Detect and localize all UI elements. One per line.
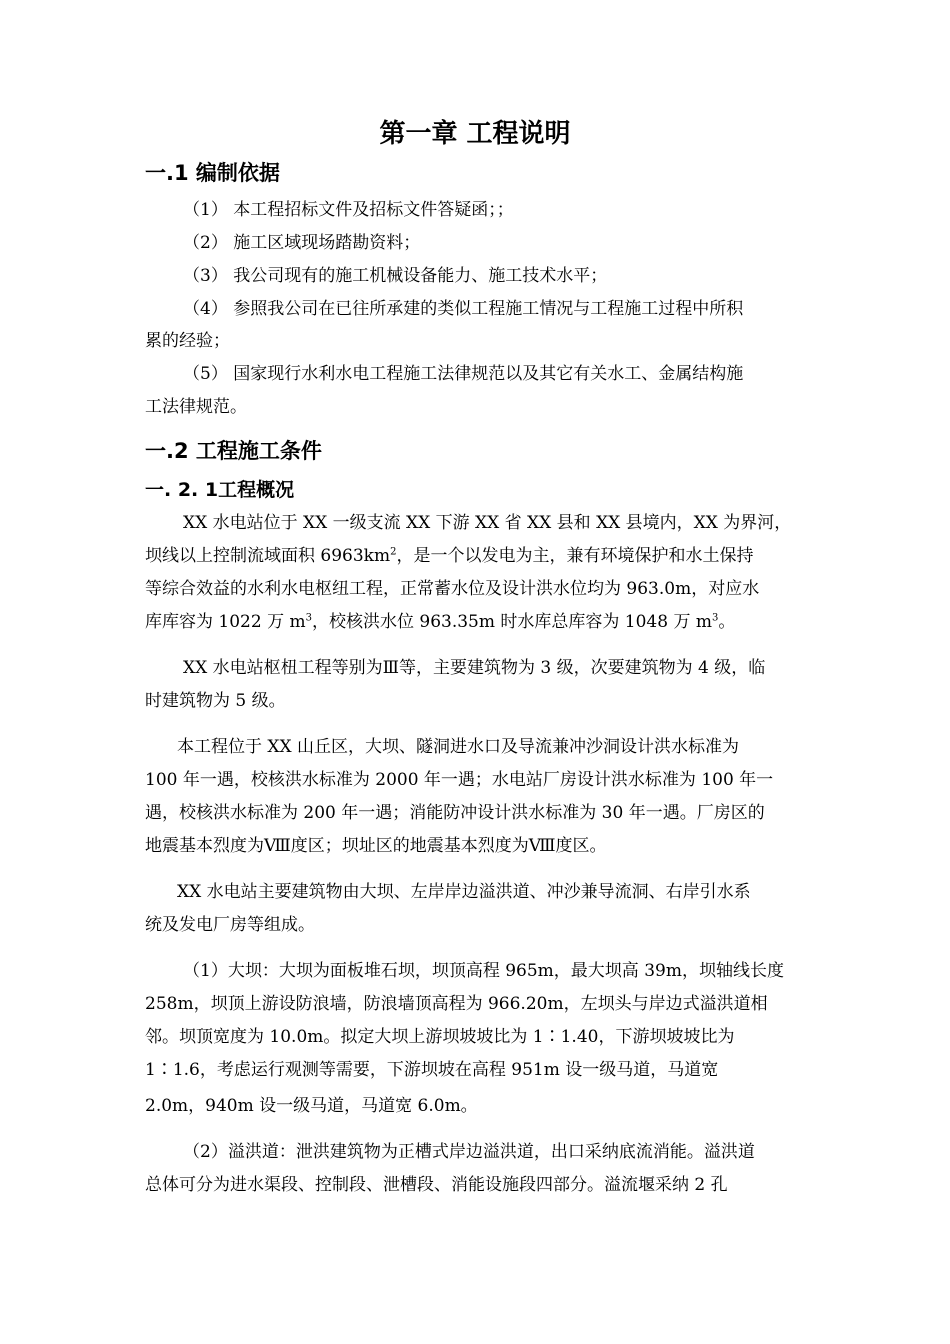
overview-para1-line1: XX 水电站位于 XX 一级支流 XX 下游 XX 省 XX 县和 XX 县境内，XX 为界河， xyxy=(183,513,792,533)
basis-item-4: （4） 参照我公司在已往所承建的类似工程施工情况与工程施工过程中所积 xyxy=(183,299,744,319)
overview-para4-line2: 统及发电厂房等组成。 xyxy=(145,915,315,935)
spillway-para-line1: （2）溢洪道：泄洪建筑物为正槽式岸边溢洪道，出口采纳底流消能。溢洪道 xyxy=(183,1142,755,1162)
dam-para-line5: 2.0m，940m 设一级马道，马道宽 6.0m。 xyxy=(145,1096,478,1116)
section-heading-conditions: 一.2 工程施工条件 xyxy=(145,439,322,463)
chapter-title: 第一章 工程说明 xyxy=(379,119,571,149)
overview-para1-line4: 库库容为 1022 万 $m^3$，校核洪水位 963.35m 时水库总库容为 1048 万 $m^3$。 xyxy=(145,612,736,632)
dam-para-line2: 258m，坝顶上游设防浪墙，防浪墙顶高程为 966.20m，左坝头与岸边式溢洪道相 xyxy=(145,994,768,1014)
overview-para4-line1: XX 水电站主要建筑物由大坝、左岸岸边溢洪道、冲沙兼导流洞、右岸引水系 xyxy=(177,882,751,902)
overview-para3-line2: 100 年一遇，校核洪水标准为 2000 年一遇；水电站厂房设计洪水标准为 100 年一 xyxy=(145,770,774,790)
overview-para3-line3: 遇，校核洪水标准为 200 年一遇；消能防冲设计洪水标准为 30 年一遇。厂房区的 xyxy=(145,803,765,823)
subsection-heading-overview: 一. 2. 1工程概况 xyxy=(145,479,295,501)
overview-para2-line2: 时建筑物为 5 级。 xyxy=(145,691,286,711)
spillway-para-line2: 总体可分为进水渠段、控制段、泄槽段、消能设施段四部分。溢流堰采纳 2 孔 xyxy=(145,1175,728,1195)
basis-item-1: （1） 本工程招标文件及招标文件答疑函；； xyxy=(183,200,514,220)
basis-item-5-cont: 工法律规范。 xyxy=(145,397,247,417)
dam-para-line1: （1）大坝：大坝为面板堆石坝，坝顶高程 965m，最大坝高 39m，坝轴线长度 xyxy=(183,961,784,981)
basis-item-4-cont: 累的经验； xyxy=(145,331,230,351)
dam-para-line3: 邻。坝顶宽度为 10.0m。拟定大坝上游坝坡坡比为 1∶1.40，下游坝坡坡比为 xyxy=(145,1027,735,1047)
overview-para3-line4: 地震基本烈度为Ⅷ度区；坝址区的地震基本烈度为Ⅷ度区。 xyxy=(145,836,607,856)
dam-para-line4: 1∶1.6，考虑运行观测等需要，下游坝坡在高程 951m 设一级马道，马道宽 xyxy=(145,1060,719,1080)
overview-para3-line1: 本工程位于 XX 山丘区，大坝、隧洞进水口及导流兼冲沙洞设计洪水标准为 xyxy=(177,737,740,757)
basis-item-2: （2） 施工区域现场踏勘资料； xyxy=(183,233,421,253)
basis-item-3: （3） 我公司现有的施工机械设备能力、施工技术水平； xyxy=(183,266,608,286)
overview-para2-line1: XX 水电站枢杻工程等别为Ⅲ等，主要建筑物为 3 级，次要建筑物为 4 级，临 xyxy=(183,658,766,678)
overview-para1-line3: 等综合效益的水利水电枢纽工程，正常蓄水位及设计洪水位均为 963.0m，对应水 xyxy=(145,579,760,599)
basis-item-5: （5） 国家现行水利水电工程施工法律规范以及其它有关水工、金属结构施 xyxy=(183,364,744,384)
overview-para1-line2: 坝线以上控制流域面积 $6963km^2$，是一个以发电为主，兼有环境保护和水土保持 xyxy=(145,546,754,566)
section-heading-basis: 一.1 编制依据 xyxy=(145,161,280,185)
